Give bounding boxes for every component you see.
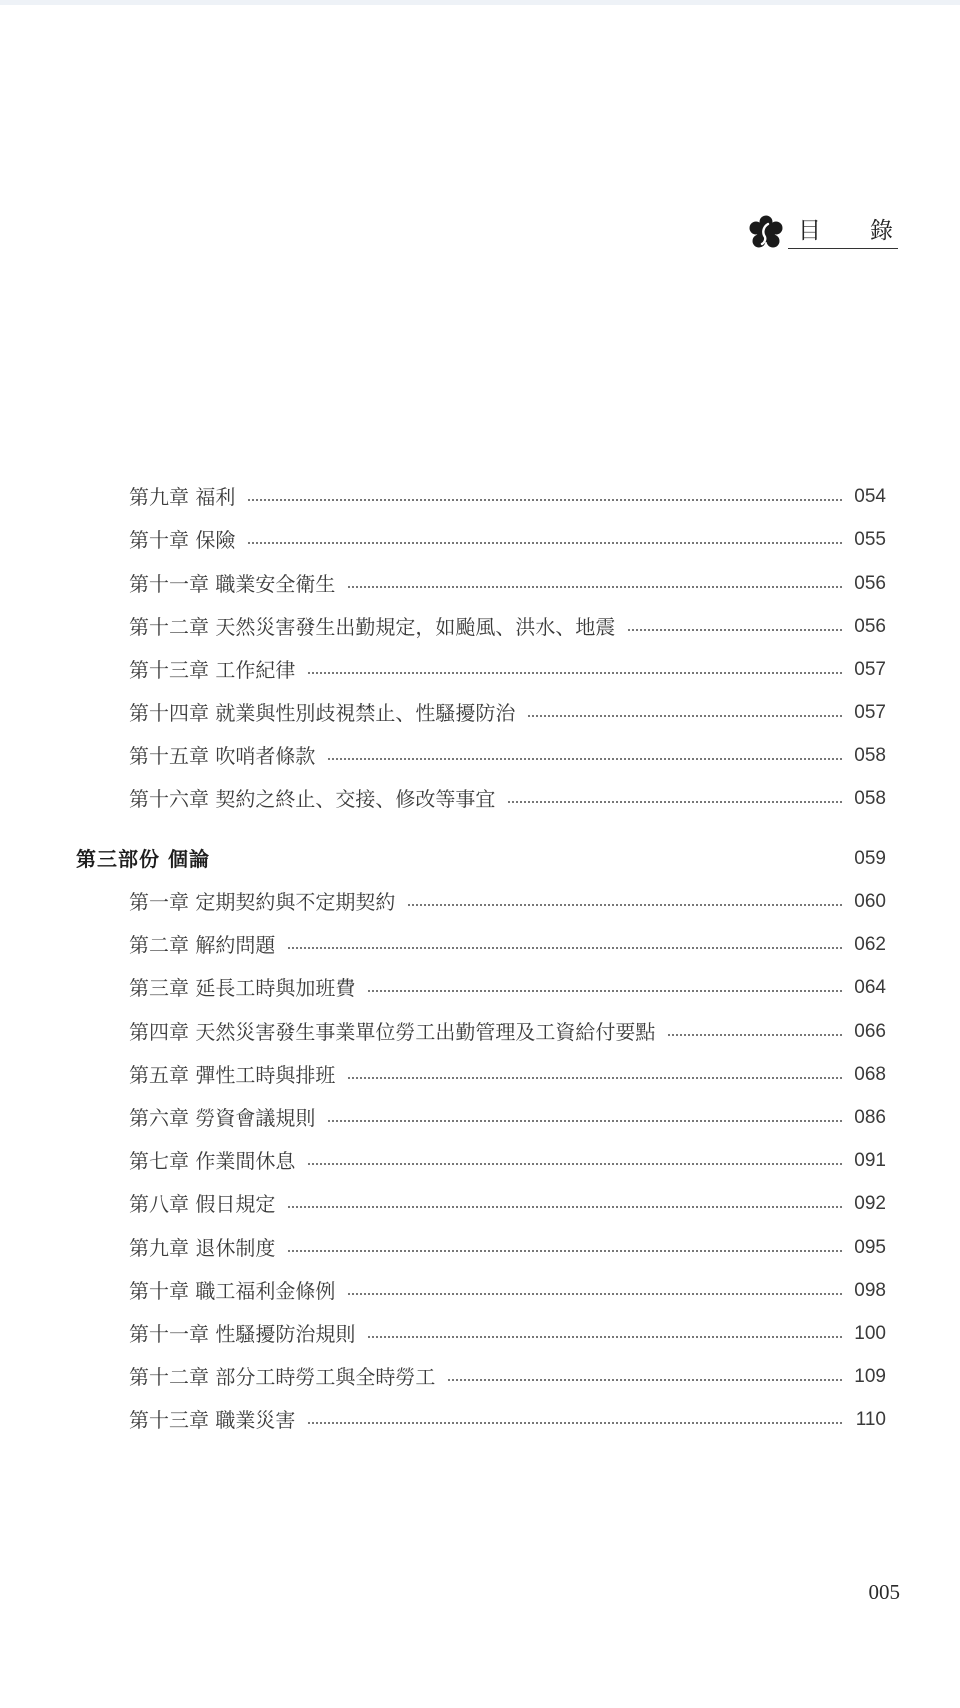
toc-entry-title: 第十二章 部分工時勞工與全時勞工 — [129, 1365, 436, 1389]
toc-entry-page: 100 — [854, 1323, 886, 1344]
toc-leader-dots — [287, 947, 842, 949]
toc-leader-dots — [327, 1120, 842, 1122]
toc-leader-dots — [347, 1077, 842, 1079]
toc-entry-title: 第十五章 吹哨者條款 — [129, 744, 316, 768]
toc-entry — [129, 525, 886, 555]
toc-entry-page: 059 — [854, 848, 886, 869]
toc-entry-page: 109 — [854, 1366, 886, 1387]
toc-entry-title: 第十二章 天然災害發生出勤規定，如颱風、洪水、地震 — [129, 615, 616, 639]
toc-leader-dots — [287, 1206, 842, 1208]
toc-entry-page: 058 — [854, 788, 886, 809]
toc-entry-page: 064 — [854, 977, 886, 998]
toc-leader-dots — [327, 758, 842, 760]
toc-entry-title: 第十一章 職業安全衛生 — [129, 572, 336, 596]
toc-entry-title: 第十四章 就業與性別歧視禁止、性騷擾防治 — [129, 701, 516, 725]
toc-leader-dots — [307, 1163, 842, 1165]
toc-entry-page: 095 — [854, 1237, 886, 1258]
toc-entry — [129, 1103, 886, 1133]
toc-entry — [129, 1319, 886, 1349]
toc-entry-title: 第十章 保險 — [129, 528, 236, 552]
toc-entry — [129, 741, 886, 771]
toc-entry-page: 098 — [854, 1280, 886, 1301]
toc-entry — [129, 1233, 886, 1263]
toc-entry-title: 第三章 延長工時與加班費 — [129, 976, 356, 1000]
toc-entry — [129, 482, 886, 512]
toc-entry-page: 110 — [855, 1409, 886, 1430]
toc-leader-dots — [222, 861, 842, 863]
toc-entry-page: 056 — [854, 616, 886, 637]
toc-leader-dots — [367, 990, 842, 992]
toc-leader-dots — [247, 499, 842, 501]
toc-entry — [129, 655, 886, 685]
toc-entry — [129, 1017, 886, 1047]
toc-entry-title: 第十三章 工作紀律 — [129, 658, 296, 682]
toc-entry — [129, 887, 886, 917]
toc-leader-dots — [347, 586, 842, 588]
header-title-char-2: 錄 — [870, 218, 893, 244]
section-header — [748, 215, 898, 249]
toc-entry-page: 086 — [854, 1107, 886, 1128]
toc-entry-title: 第五章 彈性工時與排班 — [129, 1063, 336, 1087]
toc-entry-page: 091 — [854, 1150, 886, 1171]
toc-leader-dots — [367, 1336, 842, 1338]
toc-entry-title: 第七章 作業間休息 — [129, 1149, 296, 1173]
toc-entry-title: 第六章 勞資會議規則 — [129, 1106, 316, 1130]
top-strip — [0, 0, 960, 5]
toc-entry-title: 第十六章 契約之終止、交接、修改等事宜 — [129, 787, 496, 811]
toc-entry — [129, 1276, 886, 1306]
toc-entry-page: 092 — [854, 1193, 886, 1214]
toc-entry-page: 060 — [854, 891, 886, 912]
toc-leader-dots — [347, 1293, 842, 1295]
flower-emblem-icon — [748, 215, 784, 251]
toc-leader-dots — [527, 715, 842, 717]
toc-entry-title: 第四章 天然災害發生事業單位勞工出勤管理及工資給付要點 — [129, 1020, 656, 1044]
toc-entry-title: 第三部份 個論 — [76, 847, 210, 871]
toc-leader-dots — [627, 629, 842, 631]
toc-entry — [129, 1405, 886, 1435]
toc-entry-page: 057 — [854, 659, 886, 680]
toc-entry — [129, 1189, 886, 1219]
toc-entry-title: 第一章 定期契約與不定期契約 — [129, 890, 396, 914]
toc-leader-dots — [247, 542, 842, 544]
toc-entry-title: 第八章 假日規定 — [129, 1192, 276, 1216]
page-number: 005 — [868, 1580, 900, 1604]
toc-entry-page: 062 — [854, 934, 886, 955]
toc-entry-page: 055 — [854, 529, 886, 550]
toc-entry-page: 058 — [854, 745, 886, 766]
toc-entry-page: 054 — [854, 486, 886, 507]
toc-entry-page: 068 — [854, 1064, 886, 1085]
header-title — [792, 217, 898, 245]
toc-leader-dots — [447, 1379, 842, 1381]
toc-entry — [129, 1060, 886, 1090]
toc-entry — [129, 1362, 886, 1392]
header-underline — [788, 248, 898, 249]
toc-entry-page: 066 — [854, 1021, 886, 1042]
toc-entry-page: 056 — [854, 573, 886, 594]
toc-entry — [129, 569, 886, 599]
header-title-char-1: 目 — [798, 218, 821, 244]
toc-entry-title: 第十一章 性騷擾防治規則 — [129, 1322, 356, 1346]
toc-leader-dots — [507, 801, 842, 803]
toc-entry — [129, 930, 886, 960]
toc-entry — [129, 784, 886, 814]
toc-entry — [129, 973, 886, 1003]
toc-entry — [129, 612, 886, 642]
toc-entry-title: 第九章 福利 — [129, 485, 236, 509]
toc-part-entry — [76, 844, 886, 874]
toc-leader-dots — [307, 672, 842, 674]
toc-entry — [129, 698, 886, 728]
toc-entry-title: 第十章 職工福利金條例 — [129, 1279, 336, 1303]
toc-entry-title: 第十三章 職業災害 — [129, 1408, 296, 1432]
toc-entry-page: 057 — [854, 702, 886, 723]
toc-leader-dots — [667, 1034, 842, 1036]
toc-leader-dots — [287, 1250, 842, 1252]
toc-leader-dots — [307, 1422, 842, 1424]
toc-entry-title: 第九章 退休制度 — [129, 1236, 276, 1260]
toc-entry-title: 第二章 解約問題 — [129, 933, 276, 957]
toc-leader-dots — [407, 904, 842, 906]
toc-entry — [129, 1146, 886, 1176]
